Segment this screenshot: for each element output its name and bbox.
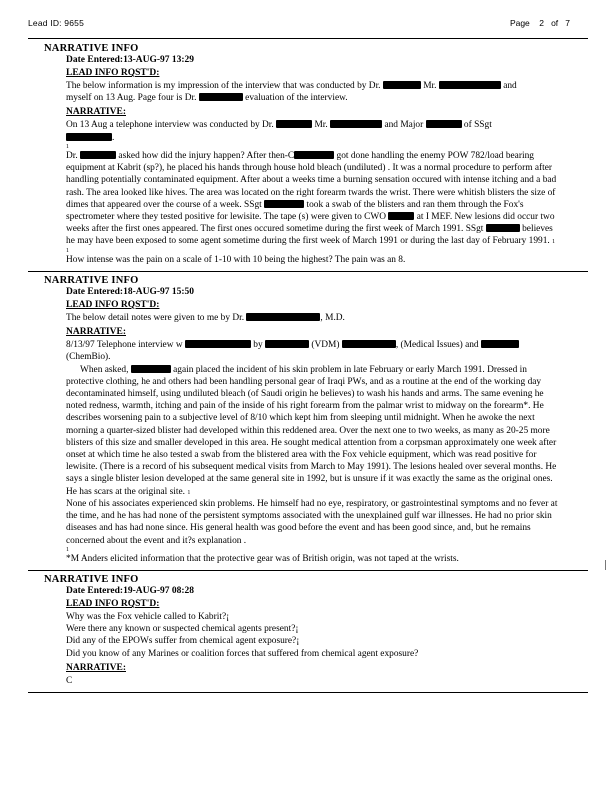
date-entered-value: 18-AUG-97 15:50 [123, 286, 195, 297]
narrative-body [66, 119, 564, 143]
redaction-bar [294, 151, 334, 159]
margin-mark: 1 [66, 247, 69, 254]
redaction-bar [426, 120, 462, 128]
section-title: NARRATIVE INFO [44, 274, 139, 286]
date-entered-value: 19-AUG-97 08:28 [123, 586, 195, 596]
narrative-label: NARRATIVE: [66, 107, 126, 118]
redaction-bar [264, 200, 304, 208]
page-number-block [510, 18, 570, 28]
lead-body-line: Did any of the EPOWs suffer from chemical agent exposure?¡ [66, 636, 300, 647]
section-divider [28, 692, 588, 693]
narrative-line: . [66, 132, 564, 144]
narrative-line: On 13 Aug a telephone interview was conducted by Dr. Mr. and Major of SSgt [66, 120, 492, 131]
redaction-bar [486, 224, 520, 232]
redaction-bar [80, 151, 116, 159]
lead-body-line: The below information is my impression of the interview that was conducted by Dr. Mr. and [66, 81, 517, 91]
redaction-bar [66, 133, 112, 141]
narrative-section-3 [28, 574, 588, 693]
redaction-bar [383, 81, 421, 89]
date-entered-value: 13-AUG-97 13:29 [123, 55, 195, 65]
lead-info-label: LEAD INFO RQST'D: [66, 599, 160, 609]
lead-body-line: myself on 13 Aug. Page four is Dr. evaluation of the interview. [66, 93, 348, 104]
narrative-line: C [66, 675, 73, 686]
narrative-label: NARRATIVE: [66, 327, 126, 338]
section-title: NARRATIVE INFO [44, 43, 139, 54]
redaction-bar [342, 340, 396, 348]
narrative-section-1 [28, 43, 588, 272]
lead-body-line: Were there any known or suspected chemical agents present?¡ [66, 624, 299, 635]
margin-mark: 1 [66, 143, 69, 150]
narrative-paragraph: None of his associates experienced skin problems. He himself had no eye, respiratory, or gastrointestinal symptoms and no fever at the time, and he has had none of the persistent symptoms associated with the unexplained gulf war illnesses. He had no prior skin diseases and has had none since. His general health was good before the event and has been good since, and, but he remains concerned about the event and it?s explanation . [66, 498, 558, 546]
date-entered-line [66, 287, 588, 297]
narrative-label: NARRATIVE: [66, 662, 126, 673]
lead-body-line: The below detail notes were given to me by Dr. , M.D. [66, 312, 345, 323]
narrative-paragraph: When asked, again placed the incident of his skin problem in late February or early March 1991. Dressed in protective clothing, he and others had been handling personal gear of Iraqi PWs, and as a routine at the end of the working day decontaminated himself, using undiluted bleach (of Saudi origin he believes) to wash his hands and arms. The same evening he noted redness, warmth, itching and pain of the inside of his right forearm from the palmar wrist to midway on the forearm*. He describes worsening pain to a subjective level of 8/10 which kept him from sleeping until midnight. When he awoke the next morning a quarter-sized blister had developed within this reddened area. Over the next one to two weeks, as many as 20-25 more blisters of this size and smaller developed in this area. He sought medical attention from a corpsman approximately one week after onset at which time he also tested a swab from the blistered area with the Fox vehicle equipment, which was read positive for lewisite. (There is a record of his subsequent medical visits from March to May 1991). The lesions healed over several months. He says a single blister lesion developed at the same general site in 1992, but is unsure if it was exactly the same as the original ones. He has scars at the original site. 1 [66, 364, 557, 497]
redaction-bar [199, 93, 243, 101]
lead-id-value: 9655 [64, 18, 85, 28]
narrative-section-2 [28, 275, 588, 571]
page-total: 7 [565, 18, 570, 28]
lead-info-label: LEAD INFO RQST'D: [66, 299, 160, 310]
narrative-body [66, 339, 564, 547]
page-label: Page [509, 18, 530, 28]
section-divider [28, 570, 588, 571]
narrative-body [66, 675, 564, 687]
lead-info-body [66, 312, 564, 324]
narrative-line: (ChemBio). [66, 352, 111, 363]
narrative-line: 8/13/97 Telephone interview w by (VDM) , (Medical Issues) and [66, 339, 564, 351]
narrative-question-line: How intense was the pain on a scale of 1-10 with 10 being the highest? The pain was an 8. [66, 254, 406, 265]
redaction-bar [246, 313, 320, 321]
date-entered-line [66, 586, 588, 596]
redaction-bar [330, 120, 382, 128]
lead-info-label: LEAD INFO RQST'D: [66, 68, 160, 78]
lead-info-body [66, 611, 564, 660]
date-entered-line [66, 55, 588, 65]
date-entered-label: Date Entered: [66, 55, 124, 65]
date-entered-label: Date Entered: [66, 286, 124, 297]
page-of-label: of [551, 18, 559, 28]
lead-id-label: Lead ID: [28, 18, 62, 28]
redaction-bar [481, 340, 519, 348]
lead-body-line: Did you know of any Marines or coalition forces that suffered from chemical agent exposure? [66, 648, 419, 659]
lead-id [28, 18, 84, 28]
header-rule [28, 38, 588, 39]
date-entered-label: Date Entered: [66, 586, 124, 596]
scan-edge-mark [605, 560, 606, 570]
redaction-bar [388, 212, 414, 220]
lead-info-body [66, 80, 564, 104]
section-divider [28, 271, 588, 272]
narrative-paragraph: Dr. asked how did the injury happen? After then-C got done handling the enemy POW 782/load bearing equipment at Kabrit (sp?), he placed his hands through house hold bleach (undiluted) . It was a normal procedure to perform after handling potentially contaminated equipment. After about a weeks time a burning sensation occured with intense itching and a bad rash. The area looked like hives. The area was located on the right forearm twards the wrist. There were whitish blisters the size of dimes that appeared over the course of a week. SSgt took a swab of the blisters and ran them through the Fox's spectrometer where they tested positive for lewisite. The tape (s) were given to CWO at I MEF. New lesions did occur two weeks after the first ones appeared. The first ones occured sometime during the first week of March 1991. SSgt believes he may have been exposed to some agent sometime during the first week of March 1991 or during the last day of February 1991. 1 [66, 150, 557, 247]
page-header [28, 18, 588, 28]
redaction-bar [276, 120, 312, 128]
section-title: NARRATIVE INFO [44, 574, 139, 585]
redaction-bar [265, 340, 309, 348]
narrative-footnote: *M Anders elicited information that the protective gear was of British origin, was not taped at the wrists. [66, 553, 459, 564]
margin-mark: 1 [66, 546, 69, 553]
redaction-bar [131, 365, 171, 373]
narrative-body-main [66, 150, 564, 248]
redaction-bar [439, 81, 501, 89]
lead-body-line: Why was the Fox vehicle called to Kabrit?¡ [66, 612, 230, 622]
redaction-bar [185, 340, 251, 348]
page-number: 2 [539, 18, 544, 28]
